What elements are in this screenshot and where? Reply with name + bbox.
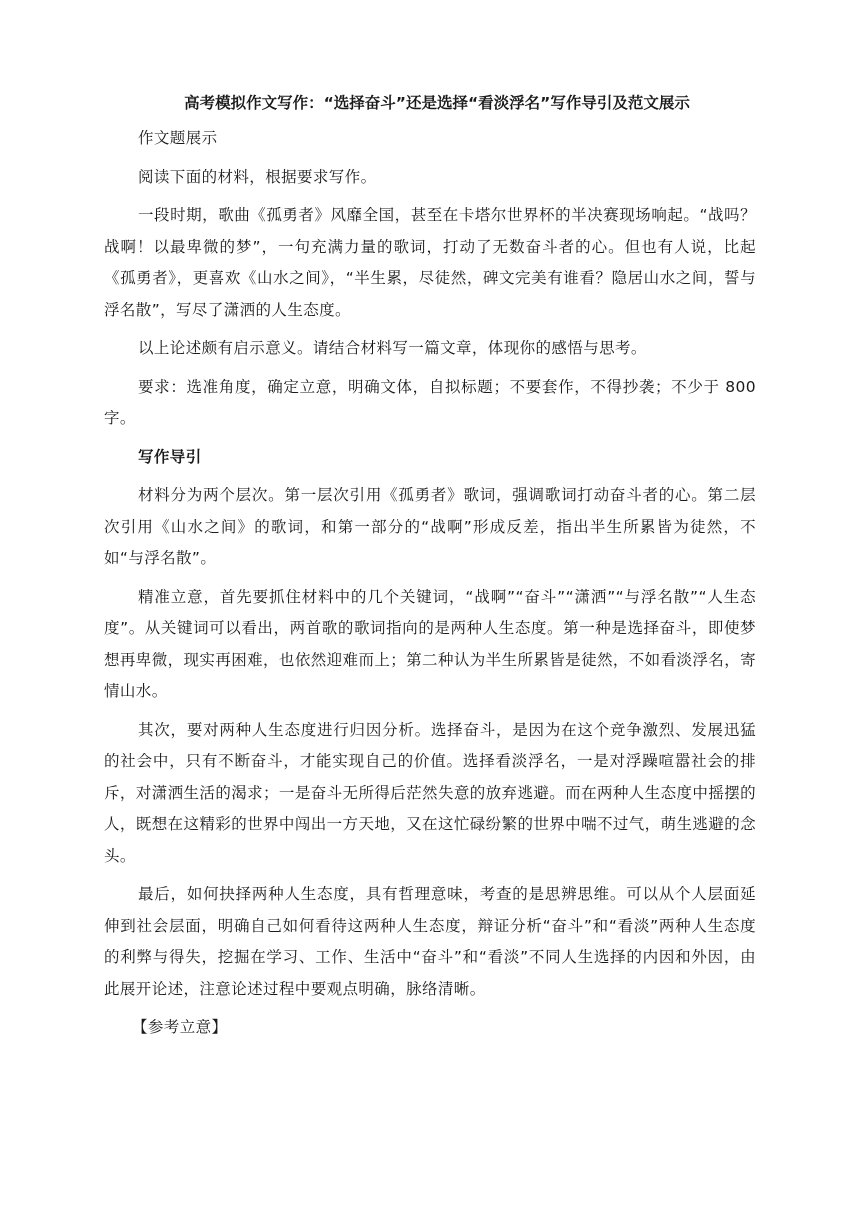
section-label-reference: 【参考立意】: [132, 1018, 228, 1036]
guide-paragraph-keywords: 精准立意，首先要抓住材料中的几个关键词，“战啊”“奋斗”“潇洒”“与浮名散”“人生态度”。从关键词可以看出，两首歌的歌词指向的是两种人生态度。第一种是选择奋斗，即使梦想再卑微，现实再困难，也依然迎难而上；第二种认为半生所累皆是徒然，不如看淡浮名，寄情山水。: [104, 587, 756, 700]
guide-paragraph-analysis: 其次，要对两种人生态度进行归因分析。选择奋斗，是因为在这个竞争激烈、发展迅猛的社会中，只有不断奋斗，才能实现自己的价值。选择看淡浮名，一是对浮躁喧嚣社会的排斥，对潇洒生活的渴求；一是奋斗无所得后茫然失意的放弃逃避。而在两种人生态度中摇摆的人，既想在这精彩的世界中闯出一方天地，又在这忙碌纷繁的世界中喘不过气，萌生逃避的念头。: [104, 720, 756, 865]
document-title: 高考模拟作文写作：“选择奋斗”还是选择“看淡浮名”写作导引及范文展示: [184, 94, 690, 112]
inspiration-paragraph: 以上论述颇有启示意义。请结合材料写一篇文章，体现你的感悟与思考。: [138, 339, 647, 357]
requirements-paragraph: 要求：选准角度，确定立意，明确文体，自拟标题；不要套作，不得抄袭；不少于 800 字。: [104, 377, 756, 427]
material-paragraph: 一段时期，歌曲《孤勇者》风靡全国，甚至在卡塔尔世界杯的半决赛现场响起。“战吗？战啊！以最卑微的梦”，一句充满力量的歌词，打动了无数奋斗者的心。但也有人说，比起《孤勇者》，更喜欢《山水之间》，“半生累，尽徒然，碑文完美有谁看？隐居山水之间，誓与浮名散”，写尽了潇洒的人生态度。: [104, 206, 756, 319]
guide-paragraph-conclusion: 最后，如何抉择两种人生态度，具有哲理意味，考查的是思辨思维。可以从个人层面延伸到社会层面，明确自己如何看待这两种人生态度，辩证分析“奋斗”和“看淡”两种人生态度的利弊与得失，挖掘在学习、工作、生活中“奋斗”和“看淡”不同人生选择的内因和外因，由此展开论述，注意论述过程中要观点明确，脉络清晰。: [104, 885, 756, 998]
section-label-prompt: 作文题展示: [138, 129, 218, 147]
guide-paragraph-structure: 材料分为两个层次。第一层次引用《孤勇者》歌词，强调歌词打动奋斗者的心。第二层次引用《山水之间》的歌词，和第一部分的“战啊”形成反差，指出半生所累皆为徒然，不如“与浮名散”。: [104, 486, 756, 567]
section-heading-guide: 写作导引: [138, 447, 202, 466]
instruction-paragraph: 阅读下面的材料，根据要求写作。: [138, 167, 377, 186]
document-page: [104, 90, 756, 1051]
